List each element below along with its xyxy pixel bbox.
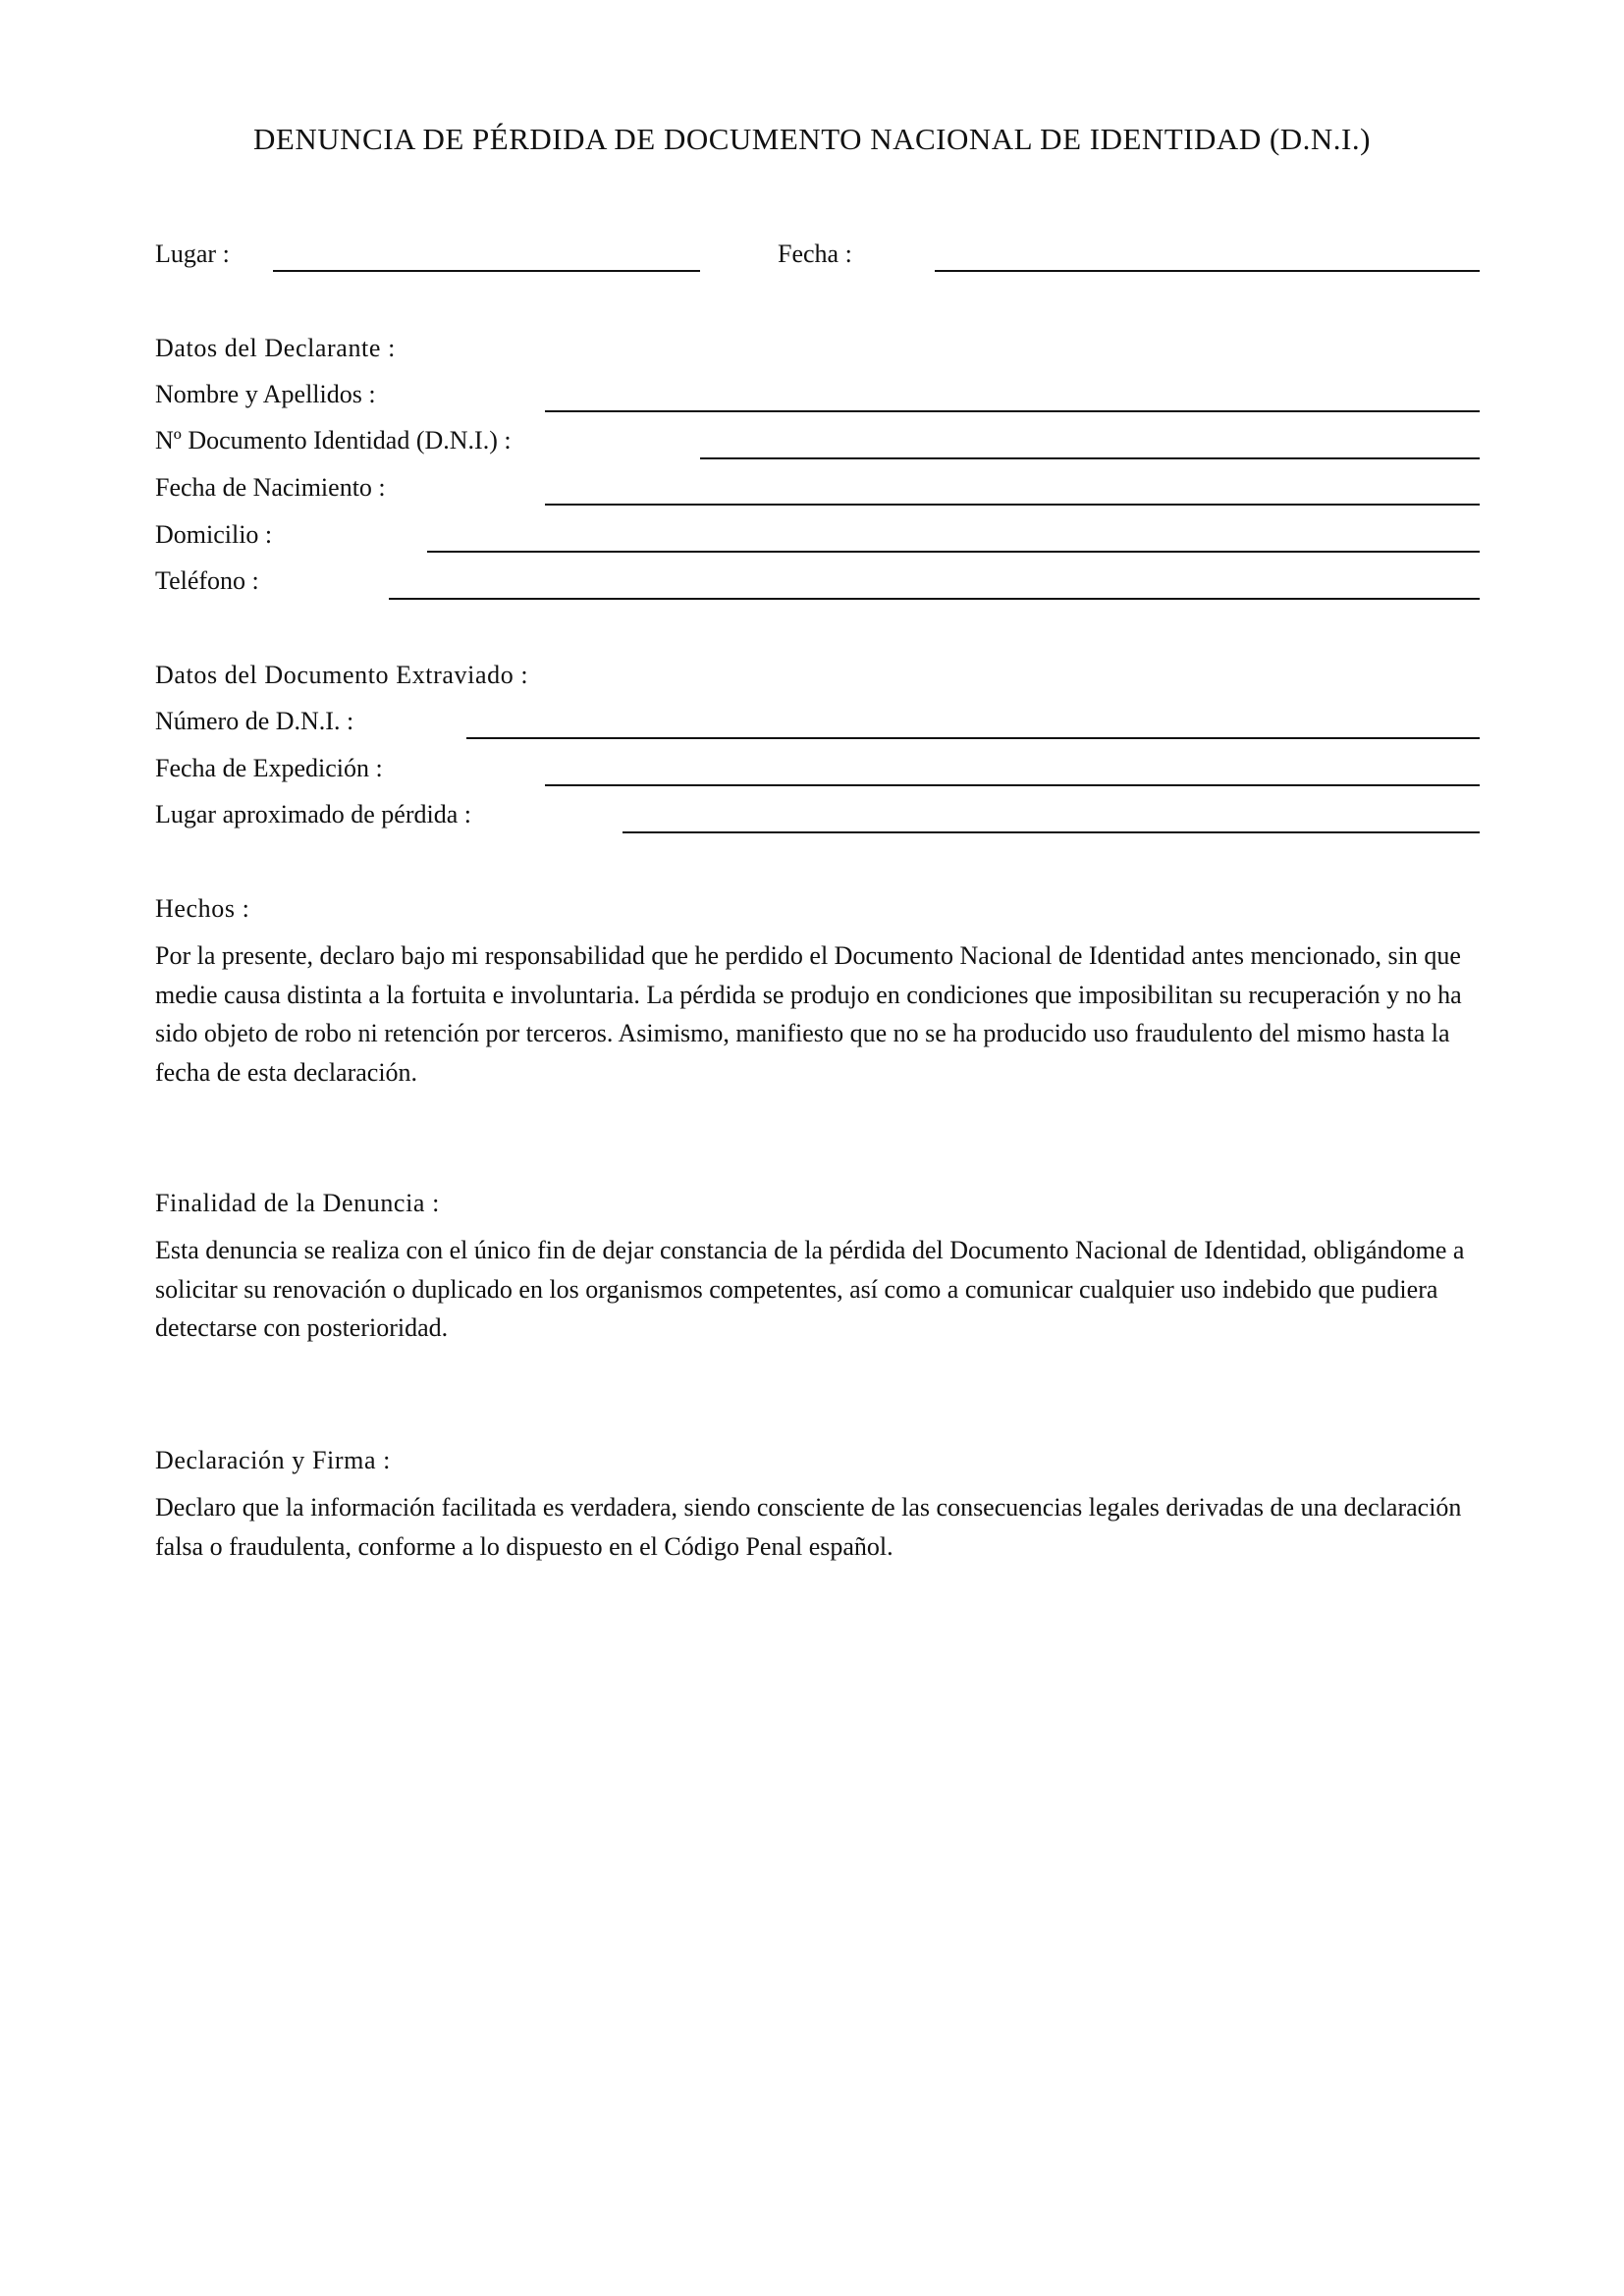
- declaracion-heading: Declaración y Firma :: [155, 1446, 392, 1474]
- nombre-field[interactable]: [545, 410, 1480, 412]
- lugar-label: Lugar :: [155, 240, 230, 268]
- hechos-heading: Hechos :: [155, 894, 250, 923]
- domicilio-field[interactable]: [427, 551, 1480, 553]
- declaracion-paragraph: Declaro que la información facilitada es verdadera, siendo consciente de las consecuencias legales derivadas de una declaración falsa o fraudulenta, conforme a lo dispuesto en el Código Penal español.: [155, 1493, 1462, 1561]
- numero-dni-label: Número de D.N.I. :: [155, 707, 354, 735]
- finalidad-paragraph: Esta denuncia se realiza con el único fin de dejar constancia de la pérdida del Documento Nacional de Identidad, obligándome a solicitar su renovación o duplicado en los organismos competentes, así como a comunicar cualquier uso indebido que pudiera detectarse con posterioridad.: [155, 1236, 1465, 1342]
- declarante-heading: Datos del Declarante :: [155, 334, 396, 362]
- hechos-paragraph: Por la presente, declaro bajo mi responsabilidad que he perdido el Documento Nacional de Identidad antes mencionado, sin que medie causa distinta a la fortuita e involuntaria. La pérdida se produjo en condiciones que imposibilitan su recuperación y no ha sido objeto de robo ni retención por terceros. Asimismo, manifiesto que no se ha producido uso fraudulento del mismo hasta la fecha de esta declaración.: [155, 941, 1462, 1087]
- expedicion-label: Fecha de Expedición :: [155, 754, 383, 782]
- fecha-field[interactable]: [935, 270, 1480, 272]
- nacimiento-field[interactable]: [545, 504, 1480, 506]
- fecha-label: Fecha :: [778, 240, 852, 268]
- lugar-field[interactable]: [273, 270, 700, 272]
- document-title: DENUNCIA DE PÉRDIDA DE DOCUMENTO NACIONAL DE IDENTIDAD (D.N.I.): [253, 122, 1371, 156]
- dni-label: Nº Documento Identidad (D.N.I.) :: [155, 426, 512, 454]
- nacimiento-label: Fecha de Nacimiento :: [155, 473, 386, 502]
- lugar-perdida-field[interactable]: [623, 831, 1480, 833]
- finalidad-heading: Finalidad de la Denuncia :: [155, 1189, 440, 1217]
- telefono-label: Teléfono :: [155, 566, 259, 595]
- dni-field[interactable]: [700, 457, 1480, 459]
- lugar-perdida-label: Lugar aproximado de pérdida :: [155, 800, 471, 828]
- nombre-label: Nombre y Apellidos :: [155, 380, 376, 408]
- telefono-field[interactable]: [389, 598, 1480, 600]
- numero-dni-field[interactable]: [466, 737, 1480, 739]
- expedicion-field[interactable]: [545, 784, 1480, 786]
- domicilio-label: Domicilio :: [155, 520, 273, 549]
- documento-heading: Datos del Documento Extraviado :: [155, 661, 529, 689]
